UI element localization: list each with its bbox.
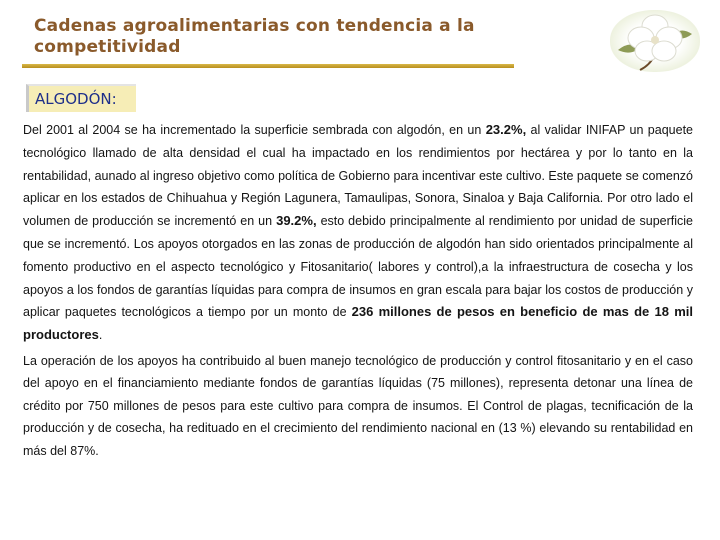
p1-amount-beneficiaries: 236 millones de pesos en beneficio de mas de 18 mil productores [23,304,693,343]
p1-text-d: . [98,328,103,343]
cotton-flower-icon [610,10,700,72]
flower-center [651,36,659,44]
petal [652,41,676,61]
paragraph-2: La operación de los apoyos ha contribuido al buen manejo tecnológico de producción y control fitosanitario y en el caso del apoyo en el financiamiento mediante fondos de garantías líquidas (75 millones), representa detonar una línea de crédito por 750 millones de pesos para este cultivo para compra de insumos. El Control de plagas, tecnificación de la producción y de cosecha, ha redituado en el crecimiento del rendimiento nacional en (13 %) elevando su rentabilidad en más del 87%. [23,353,693,458]
body-text [23,119,693,462]
p1-text-c: esto debido principalmente al rendimiento por unidad de superficie que se incrementó. Los apoyos otorgados en las zonas de producción de algodón han sido orientados principalmente al fomento productivo en el aspecto tecnológico y Fitosanitario( labores y control),a la infraestructura de cosecha y los apoyos a los fondos de garantías líquidas para compra de insumos en gran escala para bajar los costos de producción y aplicar paquetes tecnológicos a tiempo por un monto de [23,214,693,320]
p1-text-a: Del 2001 al 2004 se ha incrementado la superficie sembrada con algodón, en un [23,123,486,137]
paragraph-1 [23,119,693,347]
p1-percent-volume: 39.2%, [276,213,317,229]
p1-text-b: al validar INIFAP un paquete tecnológico llamado de alta densidad el cual ha impactado en los rendimientos por hectárea y por lo tanto en la rentabilidad, aunado al ingreso objetivo como política de Gobierno para incentivar este cultivo. Este paquete se comenzó aplicar en los estados de Chihuahua y Región Lagunera, Tamaulipas, Sonora, Sinaloa y Baja California. Por otro lado el volumen de producción se incrementó en un [23,123,693,229]
p1-percent-surface: 23.2%, [485,122,527,137]
title-underline [22,64,514,68]
slide-title: Cadenas agroalimentarias con tendencia a la competitividad [34,16,475,57]
cotton-photo [610,10,700,72]
section-label-algodon: ALGODÓN: [26,84,136,112]
